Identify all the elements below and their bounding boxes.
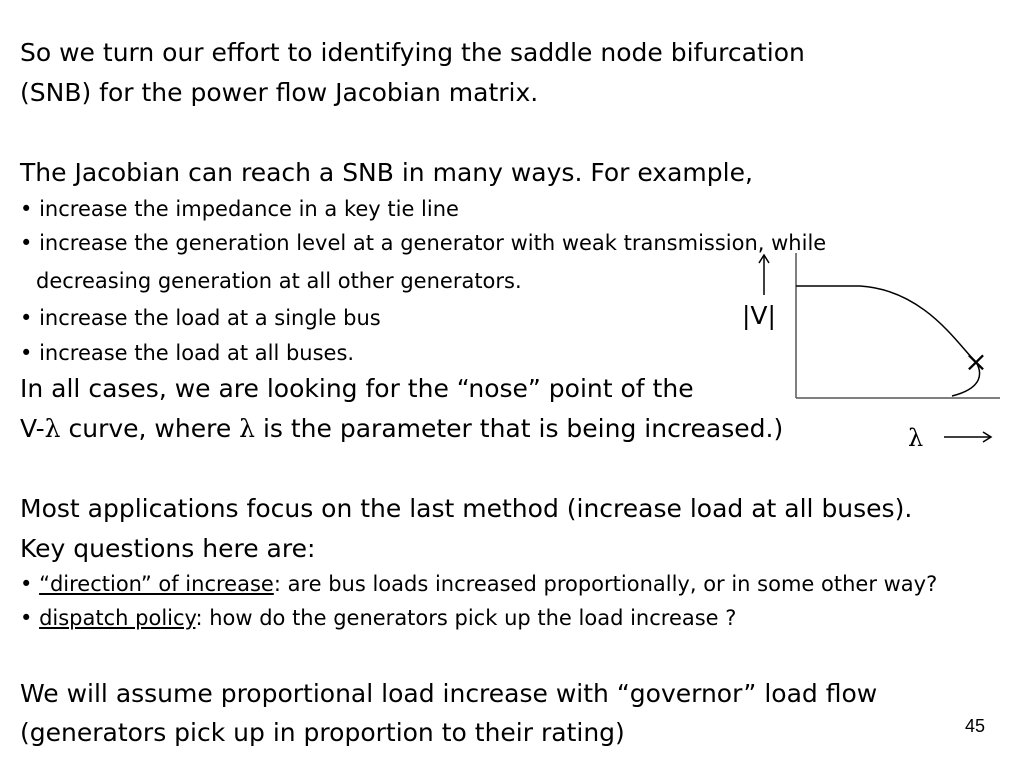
intro-line-1: So we turn our effort to identifying the saddle node bifurcation xyxy=(20,38,805,67)
ways-heading: The Jacobian can reach a SNB in many ways. For example, xyxy=(20,158,753,187)
x-axis-label: λ xyxy=(908,424,924,450)
nose-text-a: V- xyxy=(20,414,45,443)
pv-curve-diagram xyxy=(740,250,1010,450)
nose-point-marker: × xyxy=(964,345,988,378)
bullet: • xyxy=(20,606,33,630)
page-number: 45 xyxy=(965,716,986,736)
conclusion-line-1: We will assume proportional load increase with “governor” load flow xyxy=(20,679,878,708)
dispatch-term: dispatch policy xyxy=(39,606,196,630)
ways-item-text: increase the impedance in a key tie line xyxy=(39,197,459,221)
conclusion-line-2: (generators pick up in proportion to their rating) xyxy=(20,718,625,747)
ways-item-3 xyxy=(20,305,381,331)
ways-item-text: increase the load at all buses. xyxy=(39,341,355,365)
direction-text: : are bus loads increased proportionally, or in some other way? xyxy=(273,572,938,596)
ways-item-4 xyxy=(20,340,354,366)
intro-line-2: (SNB) for the power flow Jacobian matrix. xyxy=(20,78,539,107)
questions-line-2: Key questions here are: xyxy=(20,534,316,563)
nose-line-2 xyxy=(20,414,783,444)
lambda-symbol: λ xyxy=(44,414,61,443)
question-dispatch xyxy=(20,605,736,631)
bullet: • xyxy=(20,572,33,596)
bullet: • xyxy=(20,306,33,330)
nose-text-b: curve, where xyxy=(60,414,240,443)
bullet: • xyxy=(20,231,33,255)
nose-line-1: In all cases, we are looking for the “nose” point of the xyxy=(20,374,694,403)
ways-item-text: increase the generation level at a generator with weak transmission, while xyxy=(39,231,827,255)
ways-item-text: increase the load at a single bus xyxy=(39,306,381,330)
ways-item-1 xyxy=(20,196,459,222)
pv-curve xyxy=(796,286,980,396)
bullet: • xyxy=(20,341,33,365)
ways-item-2 xyxy=(20,230,826,256)
lambda-symbol: λ xyxy=(239,414,256,443)
questions-line-1: Most applications focus on the last method (increase load at all buses). xyxy=(20,494,913,523)
question-direction xyxy=(20,571,937,597)
direction-term: “direction” of increase xyxy=(39,572,274,596)
ways-item-2-continued: decreasing generation at all other generators. xyxy=(36,269,522,293)
dispatch-text: : how do the generators pick up the load increase ? xyxy=(195,606,737,630)
y-axis-label: |V| xyxy=(742,301,776,330)
bullet: • xyxy=(20,197,33,221)
nose-text-c: is the parameter that is being increased.) xyxy=(255,414,784,443)
